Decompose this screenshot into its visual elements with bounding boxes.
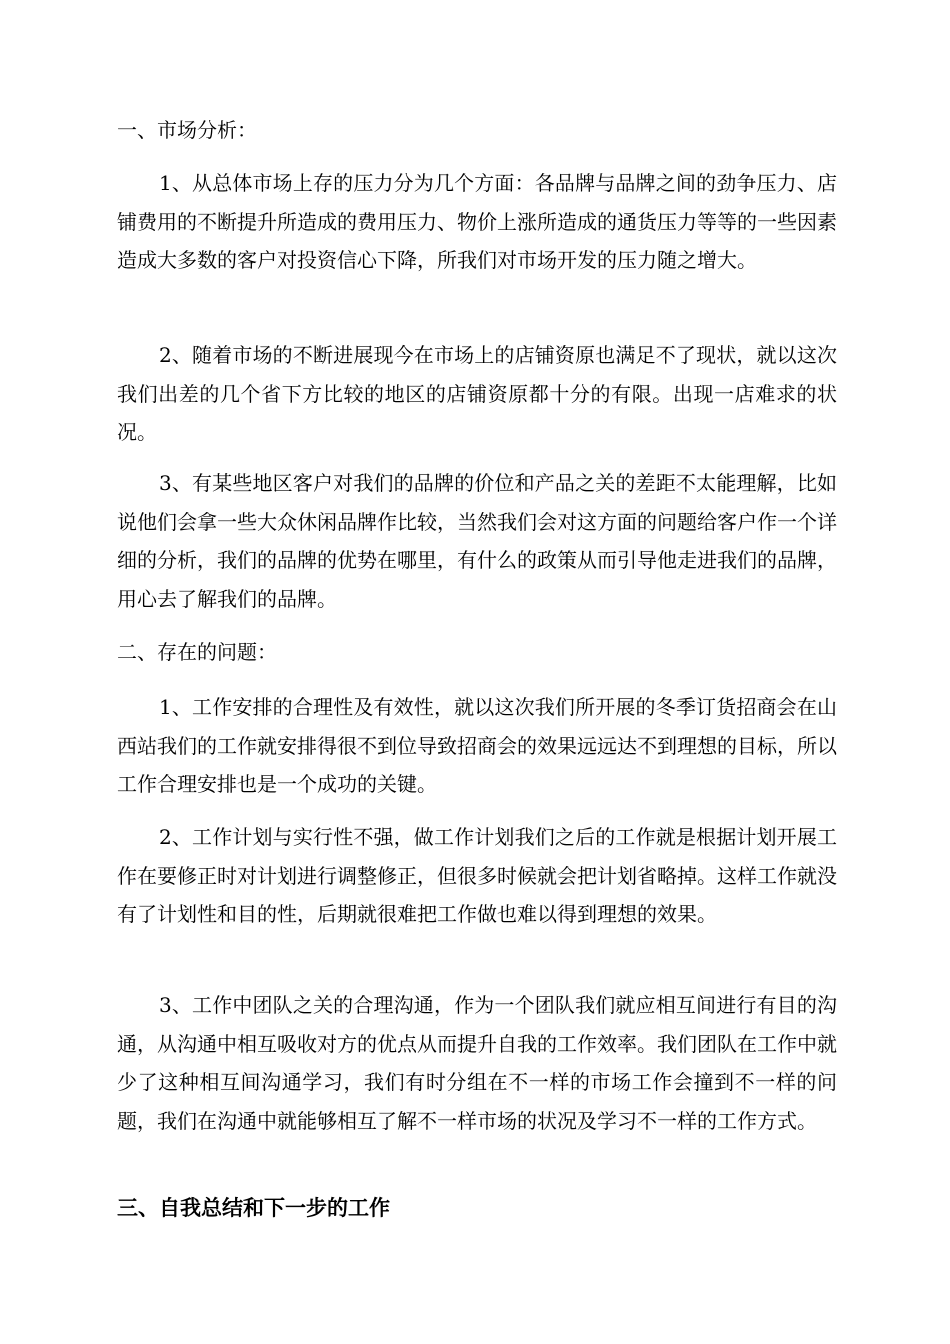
section-heading-market-analysis: 一、市场分析：	[117, 118, 257, 142]
paragraph-market-pressure: 1、从总体市场上存的压力分为几个方面：各品牌与品牌之间的劲争压力、店铺费用的不断提升所造成的费用压力、物价上涨所造成的通货压力等等的一些因素造成大多数的客户对投资信心下降，所我们对市场开发的压力随之增大。	[117, 171, 837, 272]
section-heading-problems: 二、存在的问题：	[117, 640, 277, 664]
paragraph-store-resources: 2、随着市场的不断进展现今在市场上的店铺资原也满足不了现状，就以这次我们出差的几个省下方比较的地区的店铺资原都十分的有限。出现一店难求的状况。	[117, 343, 837, 444]
paragraph-work-plan: 2、工作计划与实行性不强，做工作计划我们之后的工作就是根据计划开展工作在要修正时对计划进行调整修正，但很多时候就会把计划省略掉。这样工作就没有了计划性和目的性，后期就很难把工作做也难以得到理想的效果。	[117, 825, 837, 926]
section-heading-self-summary: 三、自我总结和下一步的工作	[117, 1196, 390, 1220]
paragraph-price-gap: 3、有某些地区客户对我们的品牌的价位和产品之关的差距不太能理解，比如说他们会拿一些大众休闲品牌作比较，当然我们会对这方面的问题给客户作一个详细的分析，我们的品牌的优势在哪里，有什么的政策从而引导他走进我们的品牌，用心去了解我们的品牌。	[117, 471, 837, 611]
paragraph-work-arrangement: 1、工作安排的合理性及有效性，就以这次我们所开展的冬季订货招商会在山西站我们的工作就安排得很不到位导致招商会的效果远远达不到理想的目标，所以工作合理安排也是一个成功的关键。	[117, 695, 837, 796]
paragraph-team-communication: 3、工作中团队之关的合理沟通，作为一个团队我们就应相互间进行有目的沟通，从沟通中相互吸收对方的优点从而提升自我的工作效率。我们团队在工作中就少了这种相互间沟通学习，我们有时分组在不一样的市场工作会撞到不一样的问题，我们在沟通中就能够相互了解不一样市场的状况及学习不一样的工作方式。	[117, 993, 837, 1133]
